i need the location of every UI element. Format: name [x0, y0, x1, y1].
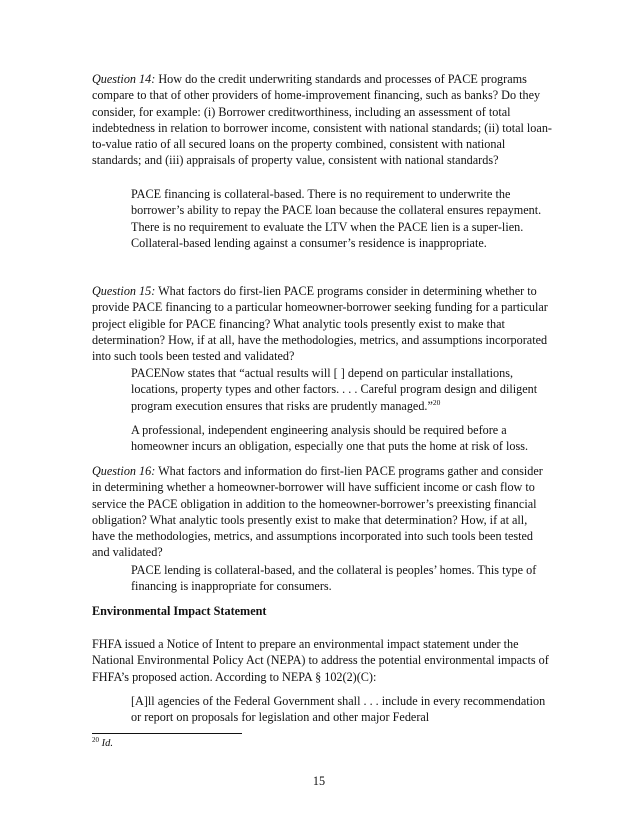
question-16-label: Question 16: [92, 464, 156, 478]
environmental-paragraph: FHFA issued a Notice of Intent to prepare an environmental impact statement under the National Environmental Policy Act (NEPA) to address the potential environmental impacts of FHFA’s proposed action. According to NEPA § 102(2)(C): [92, 637, 549, 684]
footnote-text: Id. [101, 738, 113, 749]
question-15-label: Question 15: [92, 284, 156, 298]
page-number: 15 [312, 774, 326, 788]
footnote-divider [92, 733, 242, 734]
pacenow-quote [131, 365, 549, 414]
question-16-paragraph [92, 463, 552, 561]
question-16-text: What factors and information do first-lien PACE programs gather and consider in determining whether a homeowner-borrower will have sufficient income or cash flow to service the PACE obligation in addition to the homeowner-borrower’s preexisting financial obligation? What analytic tools presently exist to make that determination? How, if at all, have the methodologies, metrics, and assumptions incorporated into such tools been tested and validated? [92, 464, 543, 560]
question-16-response: PACE lending is collateral-based, and the collateral is peoples’ homes. This type of financing is inappropriate for consumers. [131, 563, 537, 594]
question-15-response: A professional, independent engineering analysis should be required before a homeowner incurs an obligation, especially one that puts the home at risk of loss. [131, 423, 529, 454]
section-heading: Environmental Impact Statement [92, 604, 267, 618]
footnote-reference: 20 [432, 397, 441, 407]
pacenow-quote-text: PACENow states that “actual results will [ ] depend on particular installations, locations, property types and other factors. . . . Careful program design and diligent program execution ensures that risks are prudently managed.” [131, 366, 538, 413]
question-14-response: PACE financing is collateral-based. There is no requirement to underwrite the borrower’s ability to repay the PACE loan because the collateral ensures repayment. There is no requirement to evaluate the LTV when the PACE lien is a super-lien. Collateral-based lending against a consumer’s residence is inappropriate. [131, 187, 542, 250]
question-14-paragraph [92, 71, 552, 169]
question-15-text: What factors do first-lien PACE programs consider in determining whether to provide PACE financing to a particular homeowner-borrower seeking funding for a particular project eligible for PACE financing? What analytic tools presently exist to make that determination? How, if at all, have the methodologies, metrics, and assumptions incorporated into such tools been tested and validated? [92, 284, 548, 364]
question-15-paragraph [92, 283, 552, 364]
question-14-text: How do the credit underwriting standards and processes of PACE programs compare to that of other providers of home-improvement financing, such as banks? Do they consider, for example: (i) Borrower creditworthiness, including an assessment of total indebtedness in relation to borrower income, consistent with national standards; (ii) total loan-to-value ratio of all secured loans on the property combined, consistent with national standards; and (iii) appraisals of property value, consistent with national standards? [92, 72, 552, 168]
nepa-quote: [A]ll agencies of the Federal Government shall . . . include in every recommendation or report on proposals for legislation and other major Federal [131, 694, 546, 725]
footnote [92, 737, 113, 750]
question-14-label: Question 14: [92, 72, 156, 86]
footnote-number: 20 [92, 736, 99, 744]
